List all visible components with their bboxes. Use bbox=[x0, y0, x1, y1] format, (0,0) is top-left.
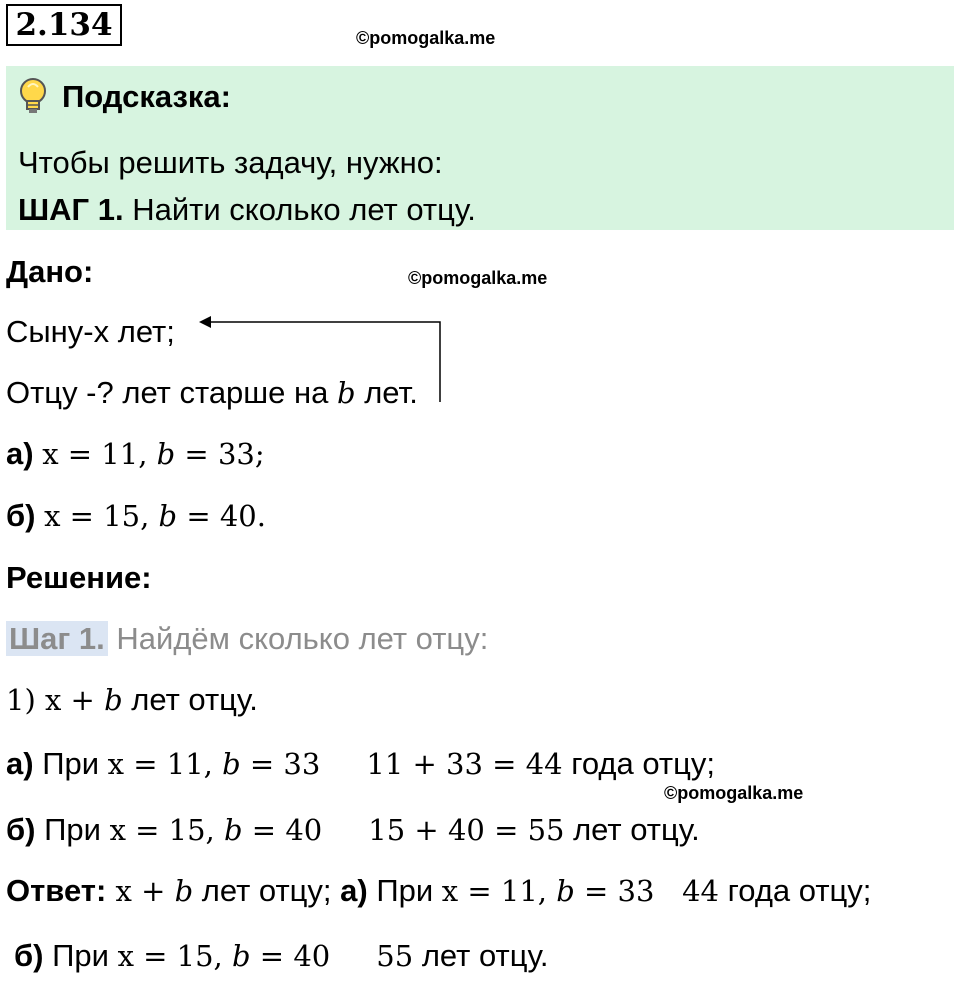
solution-a-var: b bbox=[222, 747, 241, 781]
solution-step-label: Шаг 1. bbox=[6, 621, 108, 656]
given-b-var: b bbox=[158, 499, 178, 533]
solution-b-eq: = 40 15 + 40 = 55 bbox=[242, 813, 565, 847]
answer-b-expr: x = 15, bbox=[117, 939, 232, 973]
given-a-expr: x = 11, bbox=[42, 437, 157, 471]
solution-a-label: а) bbox=[6, 746, 34, 781]
solution-b-suffix: лет отцу. bbox=[564, 812, 700, 847]
solution-step-text: Найдём сколько лет отцу: bbox=[107, 621, 489, 656]
watermark-top: ©pomogalka.me bbox=[356, 28, 496, 48]
answer-expr: x + bbox=[106, 874, 175, 908]
given-b-rest: = 40. bbox=[177, 499, 266, 533]
solution-b-var: b bbox=[224, 813, 243, 847]
given-b-label: б) bbox=[6, 498, 36, 533]
given-heading: Дано: bbox=[6, 254, 94, 289]
answer-b-pri: При bbox=[43, 938, 118, 973]
answer-a-eq: = 33 44 bbox=[574, 874, 720, 908]
given-case-b bbox=[6, 498, 266, 534]
answer-a-pri: При bbox=[367, 873, 442, 908]
given-son: Сыну-x лет; bbox=[6, 314, 175, 349]
hint-step bbox=[18, 192, 476, 228]
lightbulb-icon bbox=[16, 76, 50, 116]
solution-line1-suffix: лет отцу. bbox=[122, 682, 258, 717]
given-father-var: b bbox=[337, 376, 356, 410]
solution-b-pri: При bbox=[35, 812, 110, 847]
solution-line1-prefix: 1) x + bbox=[6, 683, 105, 717]
given-a-rest: = 33; bbox=[175, 437, 265, 471]
problem-number: 2.134 bbox=[6, 4, 122, 46]
solution-line1-var: b bbox=[104, 683, 123, 717]
answer-var: b bbox=[174, 874, 194, 908]
solution-line1 bbox=[6, 682, 258, 718]
answer-a-expr: x = 11, bbox=[441, 874, 557, 908]
solution-a-expr: x = 11, bbox=[107, 747, 223, 781]
solution-b-expr: x = 15, bbox=[109, 813, 224, 847]
given-father-suffix: лет. bbox=[355, 375, 418, 410]
answer-text1: лет отцу; bbox=[193, 873, 341, 908]
hint-title: Подсказка: bbox=[62, 79, 231, 114]
connector-arrow bbox=[195, 310, 450, 405]
solution-case-a bbox=[6, 746, 715, 782]
hint-step-text: Найти сколько лет отцу. bbox=[123, 192, 476, 227]
solution-a-eq: = 33 11 + 33 = 44 bbox=[240, 747, 563, 781]
solution-heading: Решение: bbox=[6, 560, 152, 595]
solution-b-label: б) bbox=[6, 812, 36, 847]
solution-a-suffix: года отцу; bbox=[562, 746, 715, 781]
solution-a-pri: При bbox=[33, 746, 108, 781]
given-a-var: b bbox=[156, 437, 176, 471]
given-case-a bbox=[6, 436, 265, 472]
watermark-middle: ©pomogalka.me bbox=[408, 268, 548, 288]
answer-line1 bbox=[6, 873, 871, 909]
given-b-expr: x = 15, bbox=[44, 499, 159, 533]
watermark-bottom: ©pomogalka.me bbox=[664, 783, 804, 803]
answer-b-suffix: лет отцу. bbox=[413, 938, 549, 973]
hint-line: Чтобы решить задачу, нужно: bbox=[18, 145, 443, 180]
hint-step-label: ШАГ 1. bbox=[18, 192, 124, 227]
answer-a-suffix: года отцу; bbox=[719, 873, 872, 908]
solution-step bbox=[6, 621, 488, 657]
answer-line2 bbox=[14, 938, 548, 974]
answer-a-var: b bbox=[556, 874, 575, 908]
given-a-label: а) bbox=[6, 436, 34, 471]
solution-case-b bbox=[6, 812, 700, 848]
answer-label: Ответ: bbox=[6, 873, 107, 908]
answer-a-label: а) bbox=[340, 873, 368, 908]
answer-b-var: b bbox=[232, 939, 251, 973]
answer-b-eq: = 40 55 bbox=[250, 939, 414, 973]
answer-b-label: б) bbox=[14, 938, 44, 973]
given-father-prefix: Отцу -? лет старше на bbox=[6, 375, 337, 410]
